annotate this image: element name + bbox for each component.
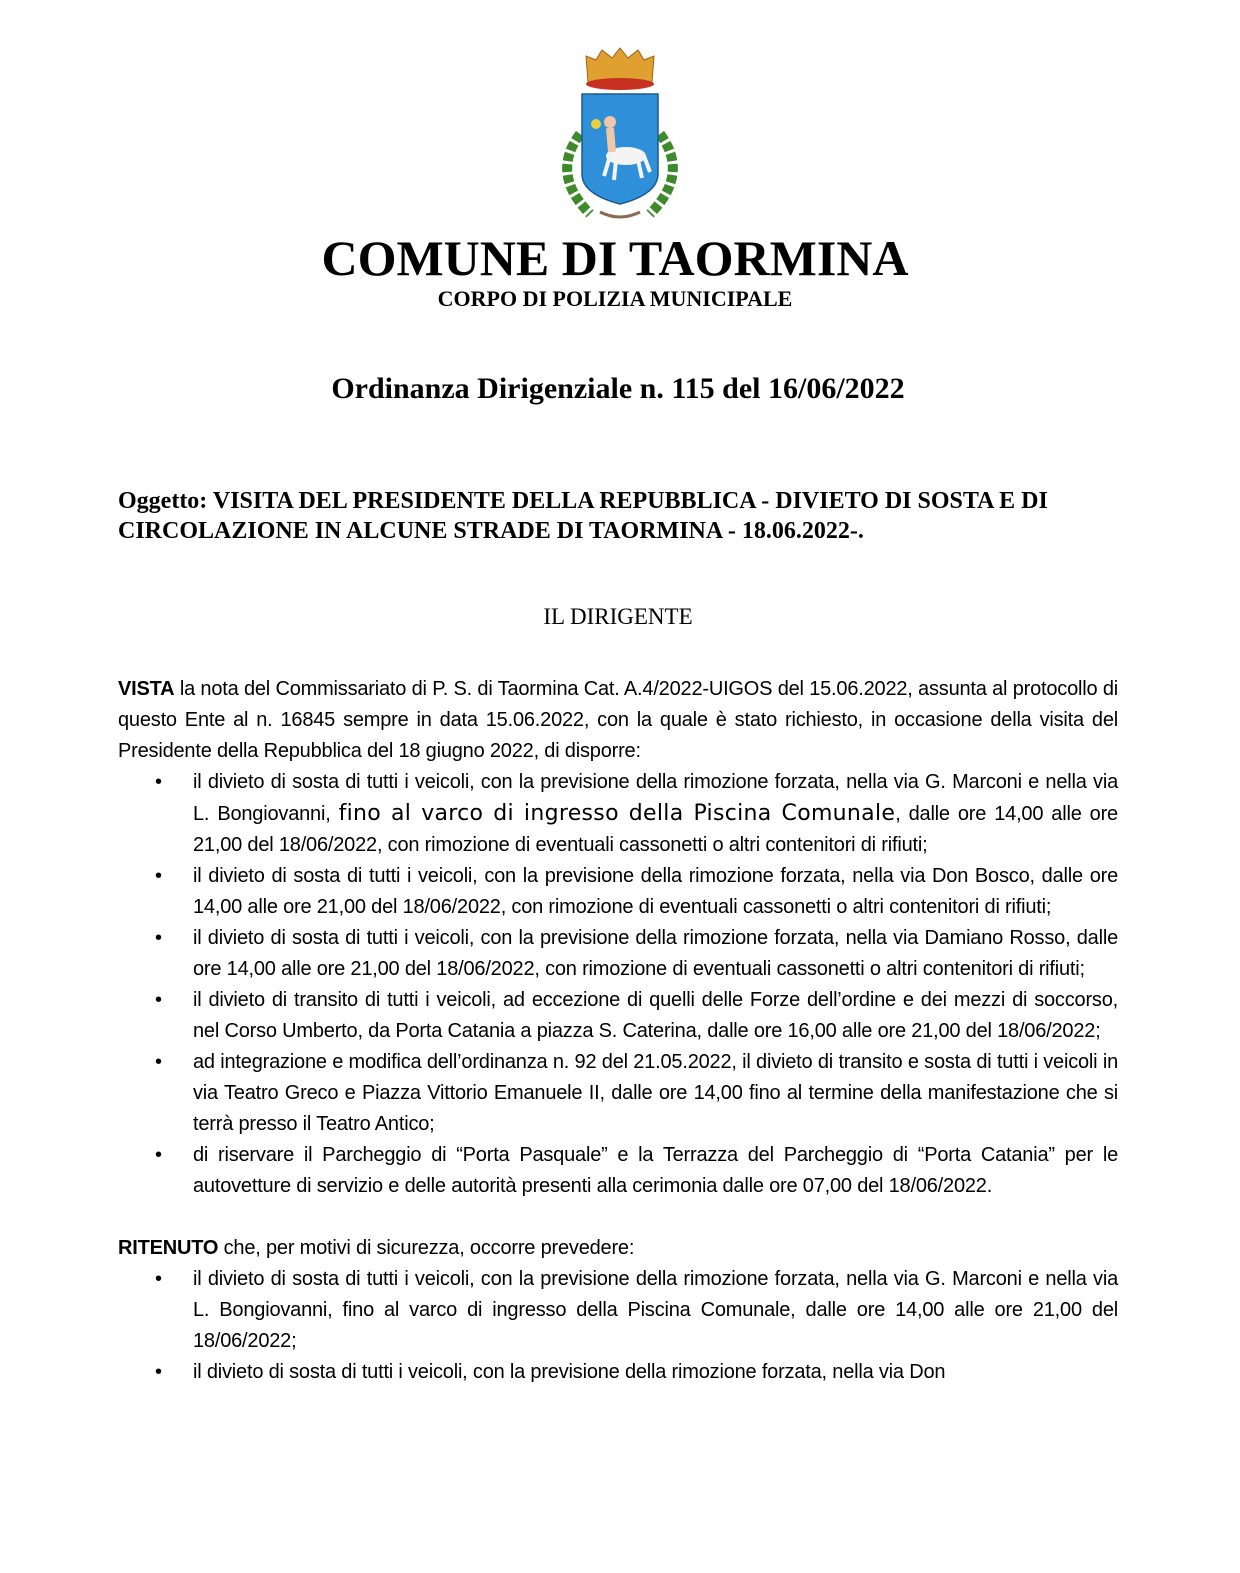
vista-text: la nota del Commissariato di P. S. di Taormina Cat. A.4/2022-UIGOS del 15.06.2022, assunta al protocollo di questo Ente al n. 16845 sempre in data 15.06.2022, con la quale è stato richiesto, in occasione della visita del Presidente della Repubblica del 18 giugno 2022, di disporre: <box>118 678 1118 762</box>
list-item: • il divieto di sosta di tutti i veicoli, con la previsione della rimozione forzata, nella via G. Marconi e nella via L. Bongiovanni, fino al varco di ingresso della Piscina Comunale, dalle ore 14,00 alle ore 21,00 del 18/06/2022; <box>193 1264 1118 1357</box>
ritenuto-list <box>118 1264 1118 1388</box>
coat-of-arms-logo <box>540 44 700 224</box>
list-item: • il divieto di sosta di tutti i veicoli, con la previsione della rimozione forzata, nella via Don <box>193 1357 1118 1388</box>
page-title: COMUNE DI TAORMINA <box>321 230 909 286</box>
document-body <box>118 674 1118 1388</box>
item-text: , dalle ore 14,00 alle ore 21,00 del 18/06/2022, con rimozione di eventuali cassonetti o altri contenitori di rifiuti; <box>193 803 1118 856</box>
vista-paragraph <box>118 674 1118 767</box>
ordinance-number: Ordinanza Dirigenziale n. 115 del 16/06/2022 <box>331 372 905 405</box>
subject-text: VISITA DEL PRESIDENTE DELLA REPUBBLICA - DIVIETO DI SOSTA E DI CIRCOLAZIONE IN ALCUNE STRADE DI TAORMINA - 18.06.2022-. <box>118 488 1048 544</box>
page-subtitle: CORPO DI POLIZIA MUNICIPALE <box>437 286 793 311</box>
item-text-large: fino al varco di ingresso della Piscina Comunale <box>338 801 896 826</box>
ritenuto-label: RITENUTO <box>118 1237 219 1259</box>
vista-label: VISTA <box>118 678 175 700</box>
vista-list <box>118 767 1118 1202</box>
list-item: • di riservare il Parcheggio di “Porta Pasquale” e la Terrazza del Parcheggio di “Porta Catania” per le autovetture di servizio e delle autorità presenti alla cerimonia dalle ore 07,00 del 18/06/2022. <box>193 1140 1118 1202</box>
list-item <box>193 767 1118 861</box>
list-item: • il divieto di transito di tutti i veicoli, ad eccezione di quelli delle Forze dell’ordine e dei mezzi di soccorso, nel Corso Umberto, da Porta Catania a piazza S. Caterina, dalle ore 16,00 alle ore 21,00 del 18/06/2022; <box>193 985 1118 1047</box>
ritenuto-paragraph <box>118 1233 1118 1264</box>
subject-label: Oggetto: <box>118 488 208 514</box>
item-text: il divieto di sosta di tutti i veicoli, con la previsione della rimozione forzata, nella via G. Marconi e nella via L. Bongiovanni, <box>193 771 1118 825</box>
section-heading: IL DIRIGENTE <box>543 604 693 629</box>
list-item: • il divieto di sosta di tutti i veicoli, con la previsione della rimozione forzata, nella via Don Bosco, dalle ore 14,00 alle ore 21,00 del 18/06/2022, con rimozione di eventuali cassonetti o altri contenitori di rifiuti; <box>193 861 1118 923</box>
list-item: • ad integrazione e modifica dell’ordinanza n. 92 del 21.05.2022, il divieto di transito e sosta di tutti i veicoli in via Teatro Greco e Piazza Vittorio Emanuele II, dalle ore 14,00 fino al termine della manifestazione che si terrà presso il Teatro Antico; <box>193 1047 1118 1140</box>
subject <box>118 486 1118 546</box>
ritenuto-text: che, per motivi di sicurezza, occorre prevedere: <box>218 1237 635 1259</box>
list-item: • il divieto di sosta di tutti i veicoli, con la previsione della rimozione forzata, nella via Damiano Rosso, dalle ore 14,00 alle ore 21,00 del 18/06/2022, con rimozione di eventuali cassonetti o altri contenitori di rifiuti; <box>193 923 1118 985</box>
